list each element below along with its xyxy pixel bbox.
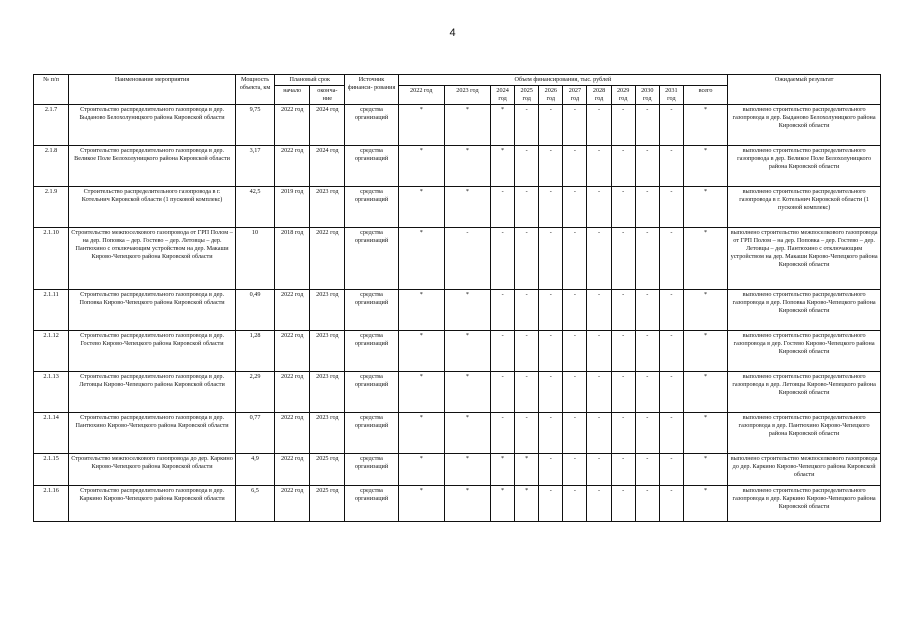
- row-capacity: 6,5: [235, 486, 274, 522]
- row-name: Строительство распределительного газопровода в дер. Великое Поле Белохолуницкого района Кировской области: [69, 146, 236, 187]
- cell-2023: *: [444, 454, 490, 486]
- cell-2029: -: [611, 228, 635, 290]
- row-name: Строительство распределительного газопровода в г. Котельнич Кировской области (1 пусковой комплекс): [69, 187, 236, 228]
- row-start: 2018 год: [275, 228, 310, 290]
- header-2026: 2026 год: [539, 86, 563, 105]
- row-source: средства организаций: [345, 105, 398, 146]
- row-name: Строительство распределительного газопровода в дер. Каркино Кирово-Чепецкого района Кировской области: [69, 486, 236, 522]
- cell-2030: -: [635, 372, 659, 413]
- table-row: [34, 290, 881, 331]
- cell-2026: -: [539, 413, 563, 454]
- row-source: средства организаций: [345, 486, 398, 522]
- row-capacity: 0,77: [235, 413, 274, 454]
- row-result: выполнено строительство распределительного газопровода в дер. Гостево Кирово-Чепецкого района Кировской области: [728, 331, 881, 372]
- cell-2028: -: [587, 486, 611, 522]
- cell-total: *: [683, 146, 727, 187]
- cell-2030: -: [635, 454, 659, 486]
- row-end: 2024 год: [310, 105, 345, 146]
- cell-2031: -: [659, 228, 683, 290]
- cell-2025: -: [515, 290, 539, 331]
- header-2029: 2029 год: [611, 86, 635, 105]
- row-capacity: 42,5: [235, 187, 274, 228]
- row-name: Строительство распределительного газопровода в дер. Быданово Белохолуницкого района Кировской области: [69, 105, 236, 146]
- cell-2027: -: [563, 486, 587, 522]
- cell-2022: *: [398, 105, 444, 146]
- cell-2031: -: [659, 372, 683, 413]
- row-capacity: 4,9: [235, 454, 274, 486]
- cell-2026: -: [539, 228, 563, 290]
- table-row: [34, 146, 881, 187]
- cell-2025: -: [515, 105, 539, 146]
- cell-2022: *: [398, 372, 444, 413]
- cell-2027: -: [563, 105, 587, 146]
- cell-2029: -: [611, 187, 635, 228]
- cell-2023: *: [444, 331, 490, 372]
- cell-2028: -: [587, 187, 611, 228]
- cell-total: *: [683, 187, 727, 228]
- cell-2023: *: [444, 486, 490, 522]
- cell-2024: -: [491, 187, 515, 228]
- row-end: 2023 год: [310, 331, 345, 372]
- header-2022: 2022 год: [398, 86, 444, 105]
- header-source: Источник финанси- рования: [345, 75, 398, 105]
- cell-total: *: [683, 290, 727, 331]
- cell-2028: -: [587, 146, 611, 187]
- row-start: 2022 год: [275, 105, 310, 146]
- cell-total: *: [683, 105, 727, 146]
- cell-total: *: [683, 331, 727, 372]
- cell-2026: -: [539, 105, 563, 146]
- cell-2022: *: [398, 146, 444, 187]
- cell-2028: -: [587, 372, 611, 413]
- row-end: 2022 год: [310, 228, 345, 290]
- row-source: средства организаций: [345, 290, 398, 331]
- table-row: [34, 454, 881, 486]
- cell-2027: -: [563, 454, 587, 486]
- row-result: выполнено строительство распределительного газопровода в дер. Каркино Кирово-Чепецкого района Кировской области: [728, 486, 881, 522]
- row-start: 2022 год: [275, 146, 310, 187]
- cell-2024: -: [491, 228, 515, 290]
- cell-2024: *: [491, 105, 515, 146]
- row-num: 2.1.11: [34, 290, 69, 331]
- cell-total: *: [683, 454, 727, 486]
- cell-2029: -: [611, 454, 635, 486]
- cell-2025: -: [515, 228, 539, 290]
- cell-2023: -: [444, 228, 490, 290]
- header-end: оконча- ние: [310, 86, 345, 105]
- table-row: [34, 331, 881, 372]
- cell-2025: -: [515, 187, 539, 228]
- row-end: 2025 год: [310, 454, 345, 486]
- header-result: Ожидаемый результат: [728, 75, 881, 105]
- header-start: начало: [275, 86, 310, 105]
- cell-total: *: [683, 486, 727, 522]
- cell-2027: -: [563, 146, 587, 187]
- cell-2026: -: [539, 372, 563, 413]
- cell-2026: -: [539, 187, 563, 228]
- cell-2030: -: [635, 187, 659, 228]
- header-row-1: [34, 75, 881, 86]
- header-2027: 2027 год: [563, 86, 587, 105]
- header-2025: 2025 год: [515, 86, 539, 105]
- row-source: средства организаций: [345, 187, 398, 228]
- cell-2023: *: [444, 187, 490, 228]
- row-num: 2.1.9: [34, 187, 69, 228]
- cell-2024: *: [491, 486, 515, 522]
- cell-2023: *: [444, 105, 490, 146]
- row-capacity: 10: [235, 228, 274, 290]
- header-name: Наименование мероприятия: [69, 75, 236, 105]
- cell-2024: *: [491, 454, 515, 486]
- row-num: 2.1.8: [34, 146, 69, 187]
- cell-2025: -: [515, 413, 539, 454]
- cell-2022: *: [398, 187, 444, 228]
- measures-table: [33, 74, 881, 522]
- cell-2024: *: [491, 146, 515, 187]
- row-capacity: 9,75: [235, 105, 274, 146]
- cell-2027: -: [563, 290, 587, 331]
- row-end: 2025 год: [310, 486, 345, 522]
- cell-2027: -: [563, 187, 587, 228]
- row-name: Строительство распределительного газопровода в дер. Гостево Кирово-Чепецкого района Кировской области: [69, 331, 236, 372]
- cell-2028: -: [587, 454, 611, 486]
- cell-2025: -: [515, 331, 539, 372]
- row-result: выполнено строительство распределительного газопровода в г. Котельнич Кировской области (1 пусковой комплекс): [728, 187, 881, 228]
- row-start: 2022 год: [275, 413, 310, 454]
- header-total: всего: [683, 86, 727, 105]
- cell-2029: -: [611, 290, 635, 331]
- row-result: выполнено строительство распределительного газопровода в дер. Пантюхино Кирово-Чепецкого района Кировской области: [728, 413, 881, 454]
- cell-total: *: [683, 228, 727, 290]
- row-name: Строительство распределительного газопровода в дер. Пантюхино Кирово-Чепецкого района Кировской области: [69, 413, 236, 454]
- cell-2031: -: [659, 486, 683, 522]
- row-start: 2022 год: [275, 290, 310, 331]
- cell-2030: -: [635, 486, 659, 522]
- cell-2030: -: [635, 228, 659, 290]
- cell-2022: *: [398, 228, 444, 290]
- cell-2029: -: [611, 486, 635, 522]
- row-start: 2022 год: [275, 486, 310, 522]
- cell-2027: -: [563, 228, 587, 290]
- cell-2024: -: [491, 331, 515, 372]
- cell-2022: *: [398, 290, 444, 331]
- row-num: 2.1.12: [34, 331, 69, 372]
- row-end: 2024 год: [310, 146, 345, 187]
- row-start: 2019 год: [275, 187, 310, 228]
- header-plan-term: Плановый срок: [275, 75, 345, 86]
- cell-2030: -: [635, 105, 659, 146]
- row-result: выполнено строительство распределительного газопровода в дер. Поповка Кирово-Чепецкого района Кировской области: [728, 290, 881, 331]
- cell-2029: -: [611, 105, 635, 146]
- row-result: выполнено строительство распределительного газопровода в дер. Летовцы Кирово-Чепецкого района Кировской области: [728, 372, 881, 413]
- table-row: [34, 228, 881, 290]
- cell-2022: *: [398, 413, 444, 454]
- row-start: 2022 год: [275, 454, 310, 486]
- cell-2028: -: [587, 331, 611, 372]
- page-number: 4: [449, 27, 456, 39]
- row-result: выполнено строительство распределительного газопровода в дер. Великое Поле Белохолуницкого района Кировской области: [728, 146, 881, 187]
- cell-2028: -: [587, 228, 611, 290]
- cell-total: *: [683, 413, 727, 454]
- table-row: [34, 105, 881, 146]
- row-start: 2022 год: [275, 372, 310, 413]
- cell-2031: -: [659, 146, 683, 187]
- row-num: 2.1.15: [34, 454, 69, 486]
- header-2030: 2030 год: [635, 86, 659, 105]
- row-end: 2023 год: [310, 187, 345, 228]
- header-2024: 2024 год: [491, 86, 515, 105]
- cell-2025: *: [515, 454, 539, 486]
- header-capacity: Мощность объекта, км: [235, 75, 274, 105]
- row-capacity: 2,29: [235, 372, 274, 413]
- cell-2029: -: [611, 372, 635, 413]
- row-source: средства организаций: [345, 228, 398, 290]
- row-name: Строительство межпоселкового газопровода до дер. Каркино Кирово-Чепецкого района Кировской области: [69, 454, 236, 486]
- row-source: средства организаций: [345, 372, 398, 413]
- row-capacity: 3,17: [235, 146, 274, 187]
- cell-2023: *: [444, 146, 490, 187]
- cell-2026: -: [539, 146, 563, 187]
- table-row: [34, 372, 881, 413]
- cell-2030: -: [635, 331, 659, 372]
- row-num: 2.1.16: [34, 486, 69, 522]
- cell-2024: -: [491, 290, 515, 331]
- row-end: 2023 год: [310, 372, 345, 413]
- cell-2025: -: [515, 372, 539, 413]
- cell-total: *: [683, 372, 727, 413]
- cell-2023: *: [444, 290, 490, 331]
- row-result: выполнено строительство межпоселкового газопровода от ГРП Полом – на дер. Поповка – дер. Гостево – дер. Летовцы – дер. Пантюхино с отключающим устройством на дер. Макаши Кирово-Чепецкого района Кировской области: [728, 228, 881, 290]
- cell-2030: -: [635, 413, 659, 454]
- cell-2023: *: [444, 372, 490, 413]
- cell-2031: -: [659, 105, 683, 146]
- row-source: средства организаций: [345, 331, 398, 372]
- row-source: средства организаций: [345, 146, 398, 187]
- row-end: 2023 год: [310, 413, 345, 454]
- row-capacity: 1,28: [235, 331, 274, 372]
- cell-2026: -: [539, 290, 563, 331]
- cell-2028: -: [587, 290, 611, 331]
- row-end: 2023 год: [310, 290, 345, 331]
- header-num: № п/п: [34, 75, 69, 105]
- cell-2028: -: [587, 413, 611, 454]
- cell-2031: -: [659, 187, 683, 228]
- row-source: средства организаций: [345, 454, 398, 486]
- row-source: средства организаций: [345, 413, 398, 454]
- row-capacity: 0,49: [235, 290, 274, 331]
- row-num: 2.1.10: [34, 228, 69, 290]
- cell-2022: *: [398, 331, 444, 372]
- table-row: [34, 187, 881, 228]
- header-2023: 2023 год: [444, 86, 490, 105]
- cell-2025: -: [515, 146, 539, 187]
- cell-2026: -: [539, 486, 563, 522]
- cell-2029: -: [611, 331, 635, 372]
- cell-2031: -: [659, 454, 683, 486]
- cell-2024: -: [491, 413, 515, 454]
- cell-2024: -: [491, 372, 515, 413]
- cell-2031: -: [659, 331, 683, 372]
- row-result: выполнено строительство распределительного газопровода в дер. Быданово Белохолуницкого района Кировской области: [728, 105, 881, 146]
- cell-2029: -: [611, 413, 635, 454]
- row-name: Строительство межпоселкового газопровода от ГРП Полом – на дер. Поповка – дер. Гостево – дер. Летовцы – дер. Пантюхино с отключающим устройством на дер. Макаши Кирово-Чепецкого района Кировской области: [69, 228, 236, 290]
- cell-2031: -: [659, 290, 683, 331]
- cell-2029: -: [611, 146, 635, 187]
- header-funding: Объем финансирования, тыс. рублей: [398, 75, 728, 86]
- row-num: 2.1.7: [34, 105, 69, 146]
- cell-2022: *: [398, 454, 444, 486]
- cell-2031: -: [659, 413, 683, 454]
- cell-2030: -: [635, 146, 659, 187]
- row-result: выполнено строительство межпоселкового газопровода до дер. Каркино Кирово-Чепецкого района Кировской области: [728, 454, 881, 486]
- cell-2028: -: [587, 105, 611, 146]
- row-name: Строительство распределительного газопровода в дер. Летовцы Кирово-Чепецкого района Кировской области: [69, 372, 236, 413]
- cell-2026: -: [539, 454, 563, 486]
- cell-2030: -: [635, 290, 659, 331]
- header-2031: 2031 год: [659, 86, 683, 105]
- header-2028: 2028 год: [587, 86, 611, 105]
- row-num: 2.1.14: [34, 413, 69, 454]
- cell-2026: -: [539, 331, 563, 372]
- table-row: [34, 486, 881, 522]
- row-num: 2.1.13: [34, 372, 69, 413]
- cell-2023: *: [444, 413, 490, 454]
- cell-2025: *: [515, 486, 539, 522]
- cell-2027: -: [563, 372, 587, 413]
- row-start: 2022 год: [275, 331, 310, 372]
- row-name: Строительство распределительного газопровода в дер. Поповка Кирово-Чепецкого района Кировской области: [69, 290, 236, 331]
- table-row: [34, 413, 881, 454]
- cell-2027: -: [563, 331, 587, 372]
- cell-2022: *: [398, 486, 444, 522]
- cell-2027: -: [563, 413, 587, 454]
